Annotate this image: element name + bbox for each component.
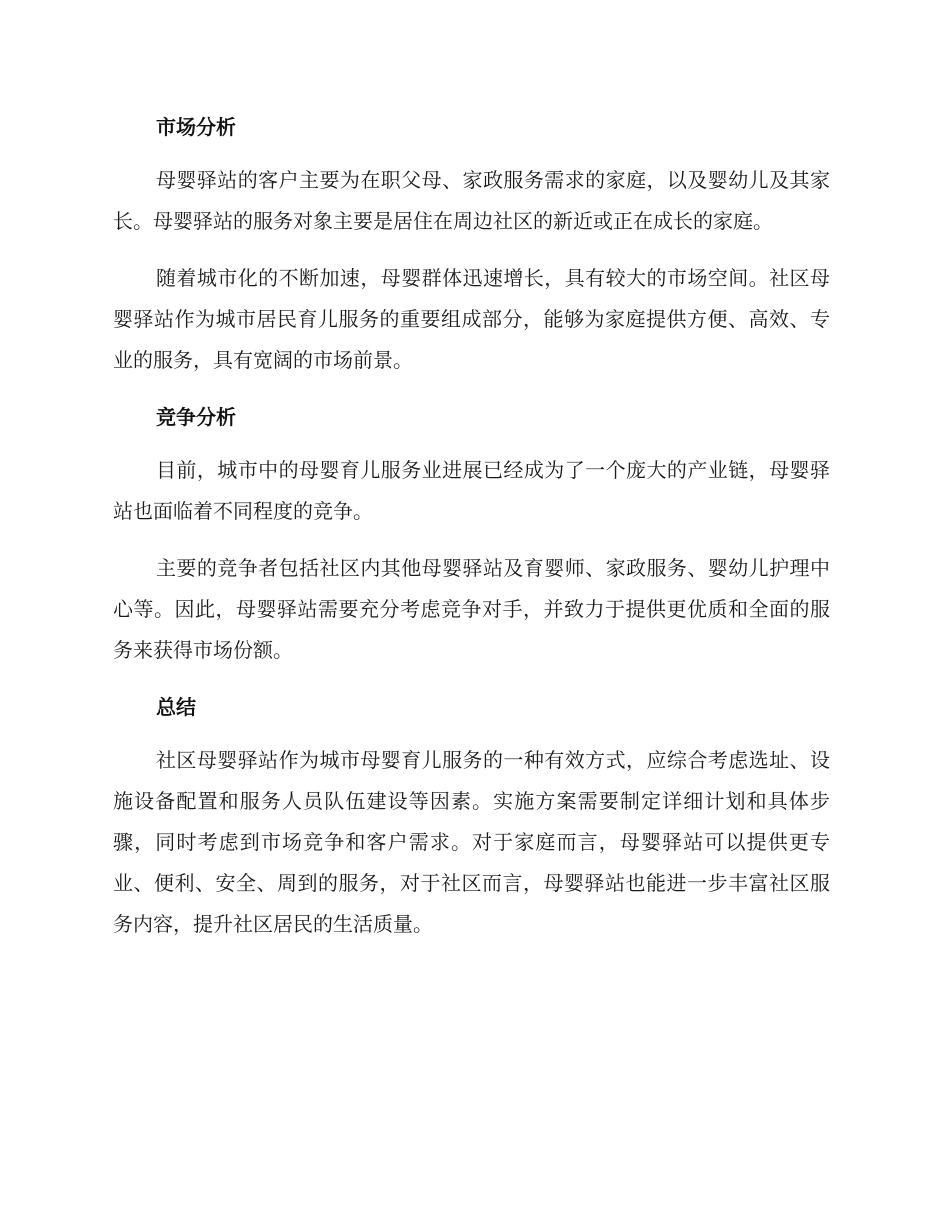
section-market-analysis: [113, 107, 830, 381]
paragraph: 母婴驿站的客户主要为在职父母、家政服务需求的家庭，以及婴幼儿及其家长。母婴驿站的服务对象主要是居住在周边社区的新近或正在成长的家庭。: [113, 168, 830, 233]
paragraph: 社区母婴驿站作为城市母婴育儿服务的一种有效方式，应综合考虑选址、设施设备配置和服务人员队伍建设等因素。实施方案需要制定详细计划和具体步骤，同时考虑到市场竞争和客户需求。对于家庭而言，母婴驿站可以提供更专业、便利、安全、周到的服务，对于社区而言，母婴驿站也能进一步丰富社区服务内容，提升社区居民的生活质量。: [113, 748, 830, 936]
section-heading: 总结: [156, 695, 196, 719]
paragraph: 主要的竞争者包括社区内其他母婴驿站及育婴师、家政服务、婴幼儿护理中心等。因此，母婴驿站需要充分考虑竞争对手，并致力于提供更优质和全面的服务来获得市场份额。: [113, 556, 830, 662]
paragraph: 随着城市化的不断加速，母婴群体迅速增长，具有较大的市场空间。社区母婴驿站作为城市居民育儿服务的重要组成部分，能够为家庭提供方便、高效、专业的服务，具有宽阔的市场前景。: [113, 266, 830, 372]
document-body: [113, 107, 830, 961]
section-heading: 竞争分析: [156, 405, 236, 429]
section-heading: 市场分析: [156, 115, 236, 139]
section-summary: [113, 687, 830, 945]
paragraph: 目前，城市中的母婴育儿服务业进展已经成为了一个庞大的产业链，母婴驿站也面临着不同程度的竞争。: [113, 458, 830, 523]
section-competition-analysis: [113, 397, 830, 671]
